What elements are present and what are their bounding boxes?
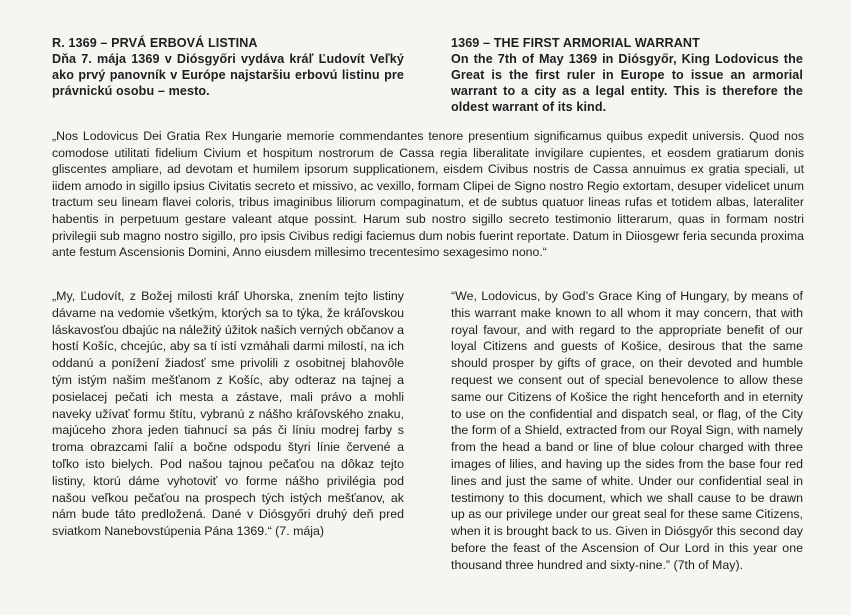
slovak-translation: „My, Ľudovít, z Božej milosti kráľ Uhorska, znením tejto listiny dávame na vedomie všetkým, ktorých sa to týka, že kráľovskou láskavosťou dbajúc na náležitý úžitok našich verných občanov a hostí Košíc, chcejúc, aby sa tí istí vzmáhali darmi milostí, na ich oddanú a ponížení žiadosť sme privolili z osobitnej blahovôle tým istým našim mešťanom z Košíc, aby odteraz na tajnej a posielacej pečati ich mesta a zástave, mali právo a mohli naveky užívať formu štítu, vybranú z nášho kráľovského znaku, majúceho zhora jeden tiahnucí sa pás či líniu modrej farby s troma obrazcami ľalií a bočne odspodu štyri línie červené a toľko isto bielych. Pod našou tajnou pečaťou na dôkaz tejto listiny, ktorú dáme vyhotoviť vo forme nášho privilégia pod našou veľkou pečaťou na prospech tých istých mešťanov, ak nám bude táto predložená. Dané v Diósgyőri druhý deň pred sviatkom Nanebovstúpenia Pána 1369.“ (7. mája) [52,289,404,539]
intro-english-body: On the 7th of May 1369 in Diósgyőr, King Lodovicus the Great is the first ruler in Europe to issue an armorial warrant to a city as a legal entity. This is therefore the oldest warrant of its kind. [451,52,803,114]
intro-english-title: 1369 – THE FIRST ARMORIAL WARRANT [451,36,700,50]
intro-slovak [52,35,404,99]
intro-slovak-title: R. 1369 – PRVÁ ERBOVÁ LISTINA [52,36,258,50]
intro-slovak-body: Dňa 7. mája 1369 v Diósgyőri vydáva kráľ Ľudovít Veľký ako prvý panovník v Európe najstaršiu erbovú listinu pre právnickú osobu – mesto. [52,52,404,98]
english-translation: “We, Lodovicus, by God’s Grace King of Hungary, by means of this warrant make known to all whom it may concern, that with royal favour, and with regard to the appropriate benefit of our loyal Citizens and guests of Košice, desirous that the same should prosper by gifts of grace, on their devoted and humble request we consent out of special benevolence to allow these same our Citizens of Košice the right henceforth and in eternity to use on the confidential and dispatch seal, or flag, of the City the form of a Shield, extracted from our Royal Sign, with namely from the head a band or line of blue colour charged with three images of lilies, and having up the sides from the base four red lines and just the same of white. Under our confidential seal in testimony to this document, which we shall cause to be drawn up as our privilege under our great seal for these same Citizens, when it is brought back to us. Given in Diósgyőr this second day before the feast of the Ascension of Our Lord in this year one thousand three hundred and sixty-nine.” (7th of May). [451,289,803,572]
latin-charter-text: „Nos Lodovicus Dei Gratia Rex Hungarie memorie commendantes tenore presentium significamus quibus expedit universis. Quod nos comodose utilitati fidelium Civium et hospitum nostrorum de Cassa regia liberalitate invigilare cupientes, et eosdem gratiarum donis gliscentes ampliare, ad devotam et humilem ipsorum supplicationem, eisdem Civibus nostris de Cassa annuimus ex gratia speciali, ut iidem amodo in sigillo ipsius Civitatis secreto et missivo, ac vexillo, formam Clipei de Signo nostro Regio extortam, desuper videlicet unum tractum seu lineam flavei coloris, tribus imaginibus liliorum compaginatum, et de subtus quatuor lineas rufas et totidem albas, lateraliter habentis in perpetuum gestare valeant atque possint. Harum sub nostro sigillo secreto testimonio litterarum, quas in formam nostri privilegii sub magno nostro sigillo, pro ipsis Civibus redigi faciemus dum nobis fuerint reportate. Datum in Diiosgewr feria secunda proxima ante festum Ascensionis Domini, Anno eiusdem millesimo trecentesimo sexagesimo nono.“ [52,129,804,260]
intro-english [451,35,803,115]
